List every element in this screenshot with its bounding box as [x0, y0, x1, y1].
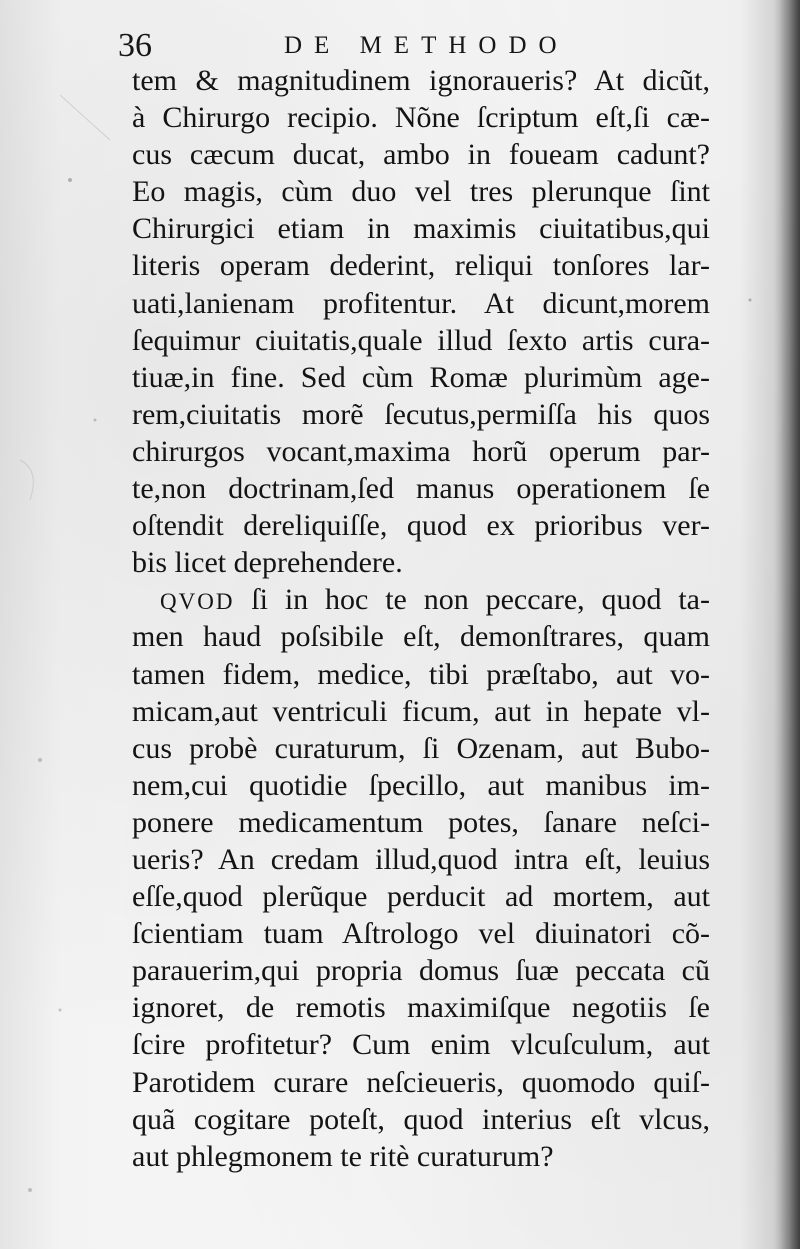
- line-text: tiuæ,in fine. Sed cùm Romæ plurimùm age-: [132, 360, 710, 394]
- text-line: [132, 989, 710, 1026]
- text-line: [132, 952, 710, 989]
- line-text: ignoret, de remotis maximiſque negotiis ſe: [132, 991, 710, 1025]
- line-text: bis licet deprehendere.: [132, 546, 403, 580]
- text-line: [132, 767, 710, 804]
- text-line: [132, 62, 710, 99]
- line-text: parauerim,qui propria domus ſuæ peccata cũ: [132, 954, 710, 988]
- text-line: [132, 730, 710, 767]
- text-line: [132, 359, 710, 396]
- text-line: [132, 173, 710, 210]
- line-text: ſcientiam tuam Aſtrologo vel diuinatori cõ-: [132, 917, 710, 951]
- text-line: [132, 693, 710, 730]
- line-text: te,non doctrinam,ſed manus operationem ſe: [132, 472, 710, 506]
- line-text: quã cogitare poteſt, quod interius eſt vlcus,: [132, 1102, 710, 1136]
- line-text: aut phlegmonem te ritè curaturum?: [132, 1139, 554, 1173]
- text-line: [132, 470, 710, 507]
- line-text: eſſe,quod plerũque perducit ad mortem, aut: [132, 880, 710, 914]
- text-line: [132, 656, 710, 693]
- text-line: [132, 507, 710, 544]
- line-text: rem,ciuitatis morẽ ſecutus,permiſſa his quos: [132, 397, 710, 431]
- line-text: Chirurgici etiam in maximis ciuitatibus,qui: [132, 212, 710, 246]
- line-text: ſequimur ciuitatis,quale illud ſexto artis cura-: [132, 323, 710, 357]
- text-line: [132, 1026, 710, 1063]
- small-caps-opening-word: QVOD: [160, 589, 235, 615]
- text-line: [132, 396, 710, 433]
- line-text: uati,lanienam profitentur. At dicunt,morem: [132, 286, 710, 320]
- line-text: oſtendit dereliquiſſe, quod ex prioribus ver-: [132, 509, 710, 543]
- text-line: [132, 841, 710, 878]
- text-line: [132, 1138, 710, 1175]
- line-text: ſi in hoc te non peccare, quod ta-: [234, 583, 710, 617]
- body-text: [132, 62, 710, 1175]
- text-line: [132, 322, 710, 359]
- line-text: nem,cui quotidie ſpecillo, aut manibus im-: [132, 768, 710, 802]
- line-text: ponere medicamentum potes, ſanare neſci-: [132, 805, 710, 839]
- text-line: [132, 136, 710, 173]
- line-text: tem & magnitudinem ignoraueris? At dicũt,: [132, 64, 710, 97]
- line-text: ſcire profitetur? Cum enim vlcuſculum, aut: [132, 1028, 710, 1062]
- line-text: cus cæcum ducat, ambo in foueam cadunt?: [132, 138, 710, 172]
- text-line: [132, 285, 710, 322]
- running-head: DE METHODO: [284, 32, 569, 59]
- text-line: [132, 247, 710, 284]
- text-line: [132, 99, 710, 136]
- line-text: cus probè curaturum, ſi Ozenam, aut Bubo-: [132, 731, 710, 765]
- text-line: [132, 544, 710, 581]
- text-line: [132, 433, 710, 470]
- line-text: chirurgos vocant,maxima horũ operum par-: [132, 434, 710, 468]
- page-header: [118, 26, 708, 66]
- page-gutter-shadow: [774, 0, 800, 1249]
- line-text: ueris? An credam illud,quod intra eſt, leuius: [132, 842, 710, 876]
- line-text: literis operam dederint, reliqui tonſores lar-: [132, 249, 710, 283]
- text-line: [132, 878, 710, 915]
- line-text: Eo magis, cùm duo vel tres plerunque ſint: [132, 175, 710, 209]
- text-line: [132, 210, 710, 247]
- line-text: men haud poſsibile eſt, demonſtrares, quam: [132, 620, 710, 654]
- line-text: à Chirurgo recipio. Nõne ſcriptum eſt,ſi cæ-: [132, 101, 710, 135]
- text-line: [132, 915, 710, 952]
- text-line: [132, 1101, 710, 1138]
- text-line: [132, 804, 710, 841]
- line-text: micam,aut ventriculi ficum, aut in hepate vl-: [132, 694, 710, 728]
- line-text: tamen fidem, medice, tibi præſtabo, aut vo-: [132, 657, 710, 691]
- page-number: 36: [118, 27, 152, 64]
- text-line: [132, 581, 710, 618]
- text-line: [132, 618, 710, 655]
- text-line: [132, 1064, 710, 1101]
- line-text: Parotidem curare neſcieueris, quomodo quiſ-: [132, 1065, 710, 1099]
